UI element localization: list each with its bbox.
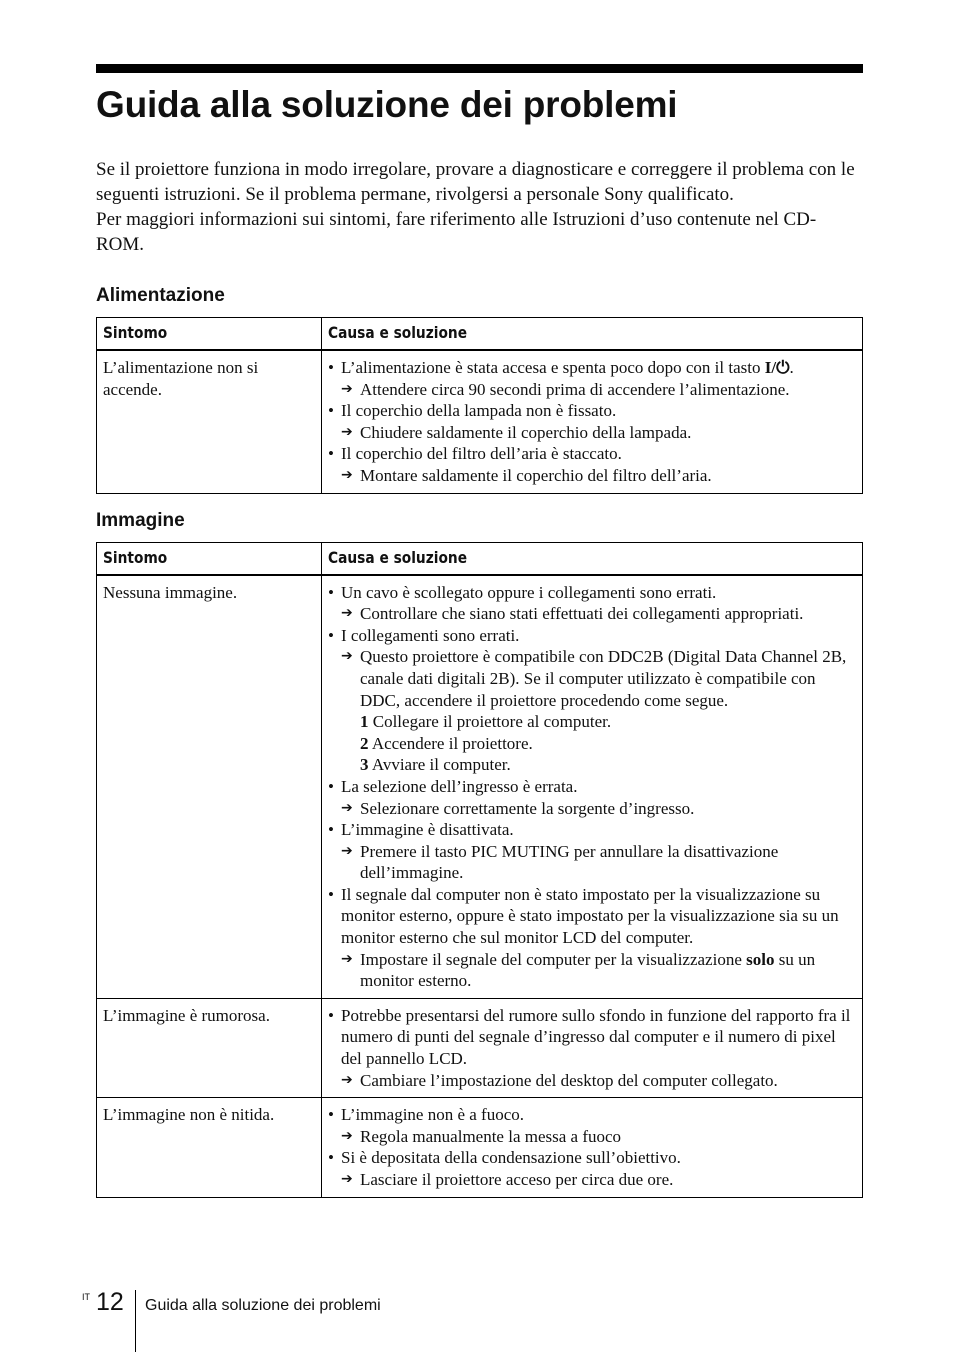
arrow-icon: ➔ xyxy=(341,423,353,440)
intro xyxy=(96,157,863,257)
column-header-cause: Causa e soluzione xyxy=(322,542,863,575)
solution-item: ➔ Cambiare l’impostazione del desktop del computer collegato. xyxy=(341,1070,778,1090)
arrow-icon: ➔ xyxy=(341,842,353,859)
column-header-symptom: Sintomo xyxy=(97,542,322,575)
page xyxy=(96,64,863,1198)
table-row xyxy=(97,998,863,1097)
symptom-cell: L’immagine è rumorosa. xyxy=(97,998,322,1097)
cause-cell xyxy=(322,998,863,1097)
footer-divider xyxy=(135,1290,136,1352)
power-table xyxy=(96,317,863,494)
table-row xyxy=(97,575,863,999)
solution-item: ➔ Controllare che siano stati effettuati dei collegamenti appropriati. xyxy=(341,604,804,624)
cause-item: • Il segnale dal computer non è stato impostato per la visualizzazione su monitor esterno, oppure è stato impostato per la visualizzazione sia su un monitor esterno che sul monitor LCD del computer. xyxy=(328,884,856,949)
cause-item: • L’alimentazione è stata accesa e spenta poco dopo con il tasto I/⏻. xyxy=(328,357,856,379)
step-item: 1 Collegare il proiettore al computer. xyxy=(360,712,612,732)
arrow-icon: ➔ xyxy=(341,605,353,622)
cause-item: • La selezione dell’ingresso è errata. xyxy=(328,776,856,798)
cause-item: • Il coperchio del filtro dell’aria è staccato. xyxy=(328,443,856,465)
page-title: Guida alla soluzione dei problemi xyxy=(96,84,678,125)
cause-cell xyxy=(322,575,863,999)
arrow-icon: ➔ xyxy=(341,1127,353,1144)
solution-item: ➔ Lasciare il proiettore acceso per circa due ore. xyxy=(341,1170,674,1189)
arrow-icon: ➔ xyxy=(341,799,353,816)
solution-item: ➔ Impostare il segnale del computer per la visualizzazione solo su un monitor esterno. xyxy=(341,949,816,991)
section-heading-image: Immagine xyxy=(96,509,185,531)
intro-paragraph: Per maggiori informazioni sui sintomi, fare riferimento alle Istruzioni d’uso contenute nel CD-ROM. xyxy=(96,209,817,255)
cause-item: • I collegamenti sono errati. xyxy=(328,625,856,647)
solution-item: ➔ Selezionare correttamente la sorgente d’ingresso. xyxy=(341,798,695,818)
column-header-symptom: Sintomo xyxy=(97,318,322,351)
step-number: 3 xyxy=(360,755,369,775)
image-table xyxy=(96,542,863,1198)
cause-item: • L’immagine non è a fuoco. xyxy=(328,1104,856,1126)
cause-item: • Potrebbe presentarsi del rumore sullo sfondo in funzione del rapporto fra il numero di punti del segnale d’ingresso dal computer e il numero di pixel del pannello LCD. xyxy=(328,1005,856,1070)
page-number: 12 xyxy=(96,1288,124,1316)
cause-item: • Un cavo è scollegato oppure i collegamenti sono errati. xyxy=(328,582,856,604)
symptom-cell: L’immagine non è nitida. xyxy=(97,1098,322,1197)
intro-paragraph: Se il proiettore funziona in modo irregolare, provare a diagnosticare e correggere il problema con le seguenti istruzioni. Se il problema permane, rivolgersi a personale Sony qualificato. xyxy=(96,159,855,205)
footer-section-title: Guida alla soluzione dei problemi xyxy=(145,1297,381,1314)
step-number: 1 xyxy=(360,712,369,732)
arrow-icon: ➔ xyxy=(341,950,353,967)
column-header-cause: Causa e soluzione xyxy=(322,318,863,351)
power-key-icon: I/⏻ xyxy=(764,358,790,377)
solution-item: ➔ Premere il tasto PIC MUTING per annullare la disattivazione dell’immagine. xyxy=(341,841,779,883)
solution-item: ➔ Chiudere saldamente il coperchio della lampada. xyxy=(341,422,692,442)
cause-item: • L’immagine è disattivata. xyxy=(328,819,856,841)
arrow-icon: ➔ xyxy=(341,380,353,397)
step-number: 2 xyxy=(360,733,369,753)
table-row xyxy=(97,1098,863,1197)
cause-item: • Il coperchio della lampada non è fissato. xyxy=(328,400,856,422)
arrow-icon: ➔ xyxy=(341,1071,353,1088)
symptom-cell: L’alimentazione non si accende. xyxy=(97,350,322,493)
arrow-icon: ➔ xyxy=(341,648,353,665)
step-item: 2 Accendere il proiettore. xyxy=(360,733,533,753)
symptom-cell: Nessuna immagine. xyxy=(97,575,322,999)
solution-item: ➔ Montare saldamente il coperchio del filtro dell’aria. xyxy=(341,465,712,485)
cause-item: • Si è depositata della condensazione sull’obiettivo. xyxy=(328,1147,856,1169)
solution-item: ➔ Questo proiettore è compatibile con DDC2B (Digital Data Channel 2B, canale dati digitali 2B). Se il computer utilizzato è compatibile con DDC, accendere il proiettore procedendo come segue. xyxy=(341,647,847,710)
title-rule xyxy=(96,64,863,73)
solution-item: ➔ Attendere circa 90 secondi prima di accendere l’alimentazione. xyxy=(341,379,790,399)
table-row xyxy=(97,350,863,493)
solution-item: ➔ Regola manualmente la messa a fuoco xyxy=(341,1126,622,1146)
cause-cell xyxy=(322,350,863,493)
section-heading-power: Alimentazione xyxy=(96,285,225,306)
cause-cell xyxy=(322,1098,863,1197)
step-item: 3 Avviare il computer. xyxy=(360,755,511,775)
arrow-icon: ➔ xyxy=(341,1171,353,1187)
arrow-icon: ➔ xyxy=(341,466,353,483)
language-code: IT xyxy=(82,1292,90,1302)
